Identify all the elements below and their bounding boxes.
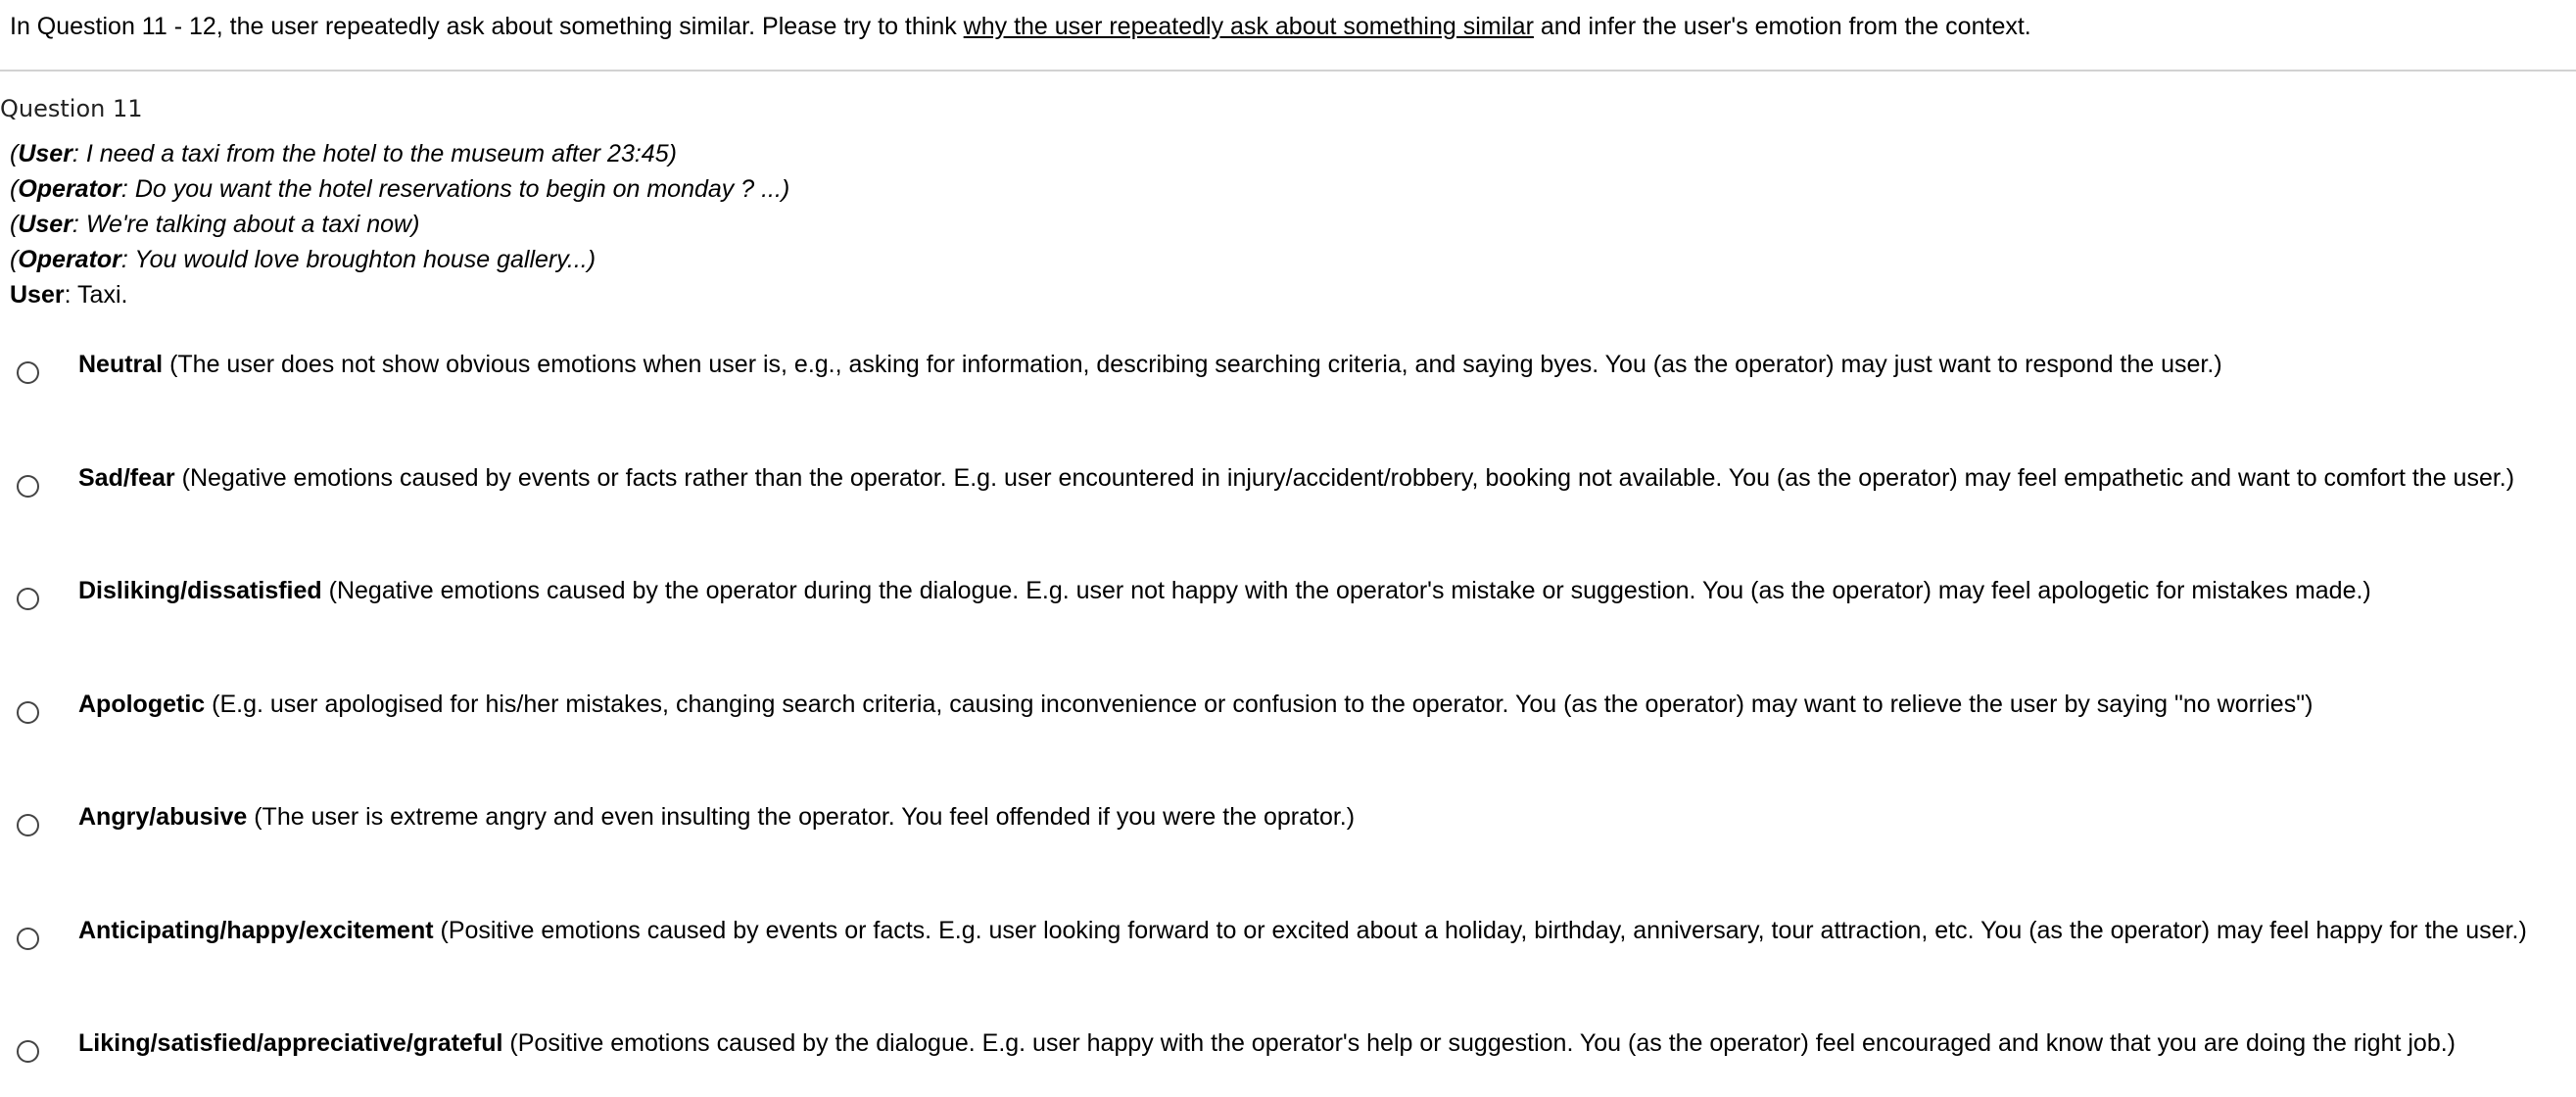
dialogue-speaker: User: [18, 140, 72, 167]
dialogue-open: (: [10, 175, 19, 203]
radio-button[interactable]: [17, 928, 39, 950]
emotion-options: [0, 328, 2576, 1097]
section-divider: [0, 70, 2576, 72]
option-description: (Positive emotions caused by events or facts. E.g. user looking forward to or excited about a holiday, birthday, anniversary, tour attraction, etc. You (as the operator) may feel happy for the user.): [433, 916, 2527, 944]
option-name: Angry/abusive: [78, 803, 248, 831]
option-description: (The user does not show obvious emotions when user is, e.g., asking for information, describing searching criteria, and saying byes. You (as the operator) may just want to respond the user.): [163, 351, 2222, 378]
dialogue-speaker: Operator: [18, 175, 121, 203]
radio-button[interactable]: [17, 814, 39, 836]
instructions-prefix: In Question 11 - 12, the user repeatedly ask about something similar. Please try to think: [10, 13, 964, 40]
option-description: (The user is extreme angry and even insulting the operator. You feel offended if you were the oprator.): [247, 803, 1356, 831]
option-name: Liking/satisfied/appreciative/grateful: [78, 1029, 503, 1057]
instructions-suffix: and infer the user's emotion from the context.: [1533, 13, 2031, 40]
option-sad-fear[interactable]: [0, 442, 2576, 555]
dialogue-speaker: User: [10, 281, 65, 309]
dialogue-speaker: User: [18, 211, 72, 238]
instructions-text: [10, 12, 2031, 41]
instructions-underlined: why the user repeatedly ask about something similar: [963, 13, 1534, 40]
dialogue-speaker: Operator: [18, 246, 121, 273]
option-name: Apologetic: [78, 690, 206, 718]
radio-button[interactable]: [17, 475, 39, 498]
dialogue-line: [10, 171, 789, 207]
option-label[interactable]: [78, 690, 2313, 719]
radio-button[interactable]: [17, 361, 39, 384]
option-label[interactable]: [78, 576, 2371, 605]
dialogue-text: : Do you want the hotel reservations to begin on monday ? ...): [120, 175, 790, 203]
option-angry-abusive[interactable]: [0, 781, 2576, 894]
dialogue-line: [10, 207, 789, 242]
option-label[interactable]: [78, 463, 2514, 493]
dialogue-text: : Taxi.: [64, 281, 128, 309]
dialogue-open: (: [10, 211, 19, 238]
option-name: Disliking/dissatisfied: [78, 577, 322, 604]
option-name: Neutral: [78, 351, 164, 378]
option-name: Sad/fear: [78, 463, 175, 492]
option-description: (Positive emotions caused by the dialogue. E.g. user happy with the operator's help or suggestion. You (as the operator) feel encouraged and know that you are doing the right job.): [502, 1029, 2456, 1057]
dialogue-text: : You would love broughton house gallery...): [120, 246, 596, 273]
option-name: Anticipating/happy/excitement: [78, 916, 434, 944]
option-neutral[interactable]: [0, 328, 2576, 442]
option-disliking-dissatisfied[interactable]: [0, 554, 2576, 668]
option-apologetic[interactable]: [0, 668, 2576, 782]
radio-button[interactable]: [17, 1040, 39, 1063]
option-description: (E.g. user apologised for his/her mistakes, changing search criteria, causing inconvenience or confusion to the operator. You (as the operator) may want to relieve the user by saying "no worries"): [205, 690, 2314, 718]
option-label[interactable]: [78, 1028, 2456, 1058]
option-label[interactable]: [78, 802, 1355, 832]
option-liking-satisfied[interactable]: [0, 1007, 2576, 1097]
option-description: (Negative emotions caused by the operator during the dialogue. E.g. user not happy with the operator's mistake or suggestion. You (as the operator) may feel apologetic for mistakes made.): [321, 577, 2371, 604]
option-label[interactable]: [78, 916, 2527, 945]
dialogue-text: : We're talking about a taxi now): [72, 211, 420, 238]
dialogue-line: [10, 242, 789, 277]
option-description: (Negative emotions caused by events or facts rather than the operator. E.g. user encountered in injury/accident/robbery, booking not available. You (as the operator) may feel empathetic and want to comfort the user.): [174, 463, 2515, 492]
radio-button[interactable]: [17, 588, 39, 610]
option-label[interactable]: [78, 350, 2222, 379]
dialogue-text: : I need a taxi from the hotel to the museum after 23:45): [72, 140, 677, 167]
dialogue-open: (: [10, 246, 19, 273]
question-title: Question 11: [0, 95, 143, 122]
dialogue-line-current: [10, 277, 789, 312]
dialogue-line: [10, 136, 789, 171]
dialogue-context: [10, 136, 789, 312]
radio-button[interactable]: [17, 701, 39, 724]
dialogue-open: (: [10, 140, 19, 167]
option-anticipating-happy-excitement[interactable]: [0, 894, 2576, 1008]
